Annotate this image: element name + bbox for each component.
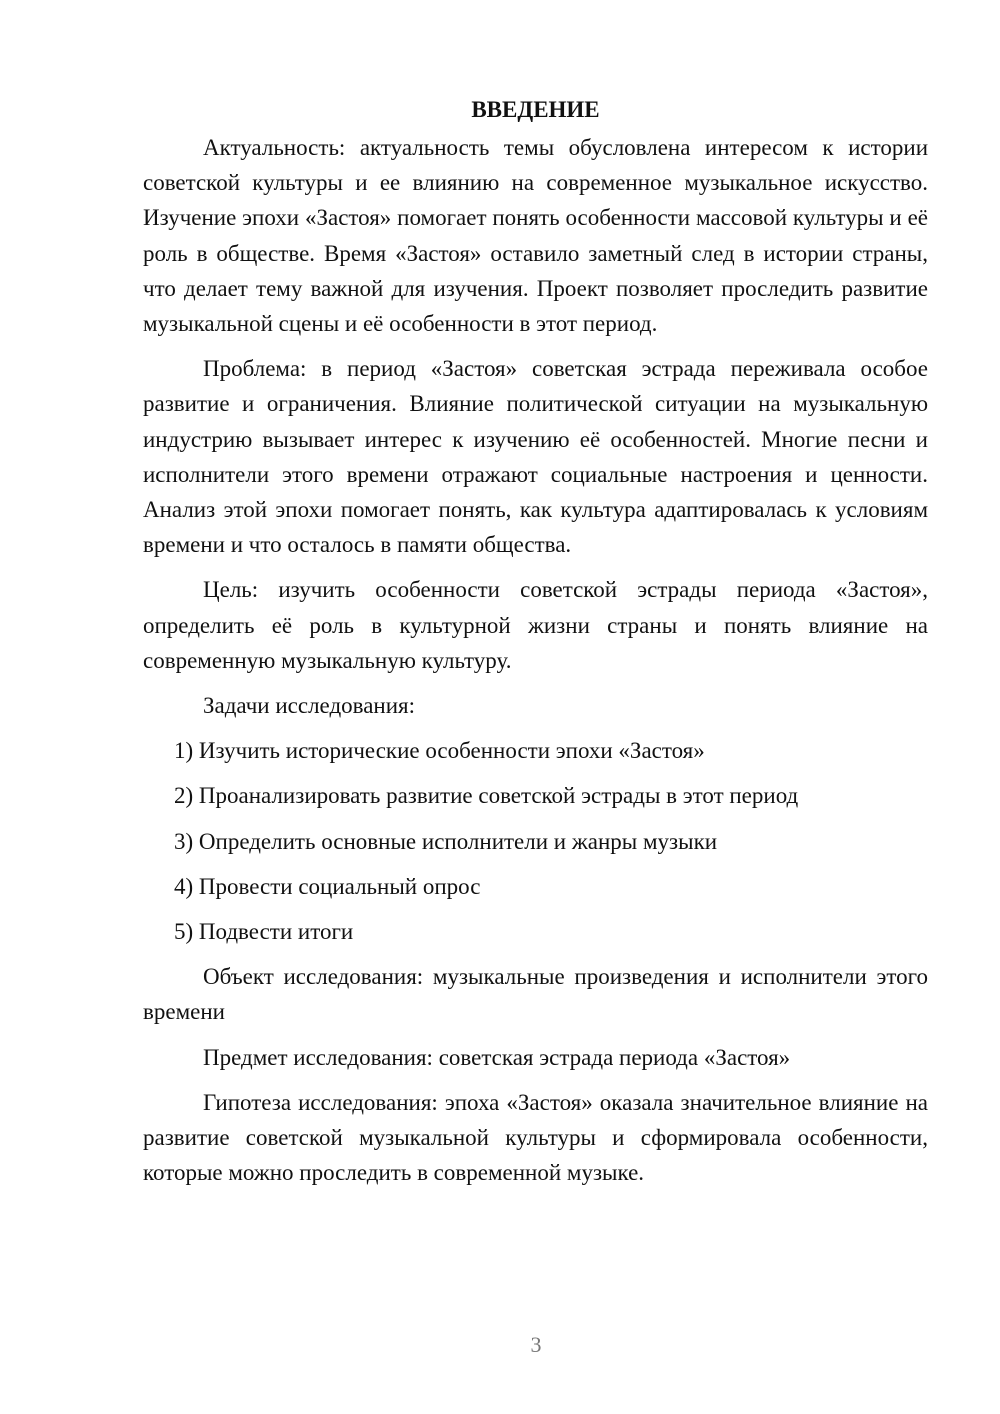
object-paragraph: Объект исследования: музыкальные произведения и исполнители этого времени — [143, 964, 928, 1025]
task-item: 5) Подвести итоги — [174, 919, 354, 945]
goal-paragraph: Цель: изучить особенности советской эстрады периода «Застоя», определить её роль в культурной жизни страны и понять влияние на современную музыкальную культуру. — [143, 577, 928, 673]
problem-paragraph: Проблема: в период «Застоя» советская эстрада переживала особое развитие и ограничения. Влияние политической ситуации на музыкальную индустрию вызывает интерес к изучению её особенностей. Многие песни и исполнители этого времени отражают социальные настроения и ценности. Анализ этой эпохи помогает понять, как культура адаптировалась к условиям времени и что осталось в памяти общества. — [143, 356, 928, 558]
tasks-heading: Задачи исследования: — [203, 693, 416, 719]
task-item: 1) Изучить исторические особенности эпохи «Застоя» — [174, 738, 705, 764]
tasks-list — [143, 733, 928, 949]
subject-paragraph: Предмет исследования: советская эстрада периода «Застоя» — [203, 1044, 791, 1070]
relevance-paragraph: Актуальность: актуальность темы обусловлена интересом к истории советской культуры и ее влиянию на современное музыкальное искусство. Изучение эпохи «Застоя» помогает понять особенности массовой культуры и её роль в обществе. Время «Застоя» оставило заметный след в истории страны, что делает тему важной для изучения. Проект позволяет проследить развитие музыкальной сцены и её особенности в этот период. — [143, 135, 928, 337]
task-item: 3) Определить основные исполнители и жанры музыки — [174, 828, 718, 854]
page-title: ВВЕДЕНИЕ — [471, 97, 600, 122]
page-content — [143, 92, 928, 1200]
hypothesis-paragraph: Гипотеза исследования: эпоха «Застоя» оказала значительное влияние на развитие советской музыкальной культуры и сформировала особенности, которые можно проследить в современной музыке. — [143, 1089, 928, 1186]
page-number: 3 — [530, 1332, 542, 1357]
task-item: 2) Проанализировать развитие советской эстрады в этот период — [174, 783, 799, 809]
task-item: 4) Провести социальный опрос — [174, 873, 481, 899]
